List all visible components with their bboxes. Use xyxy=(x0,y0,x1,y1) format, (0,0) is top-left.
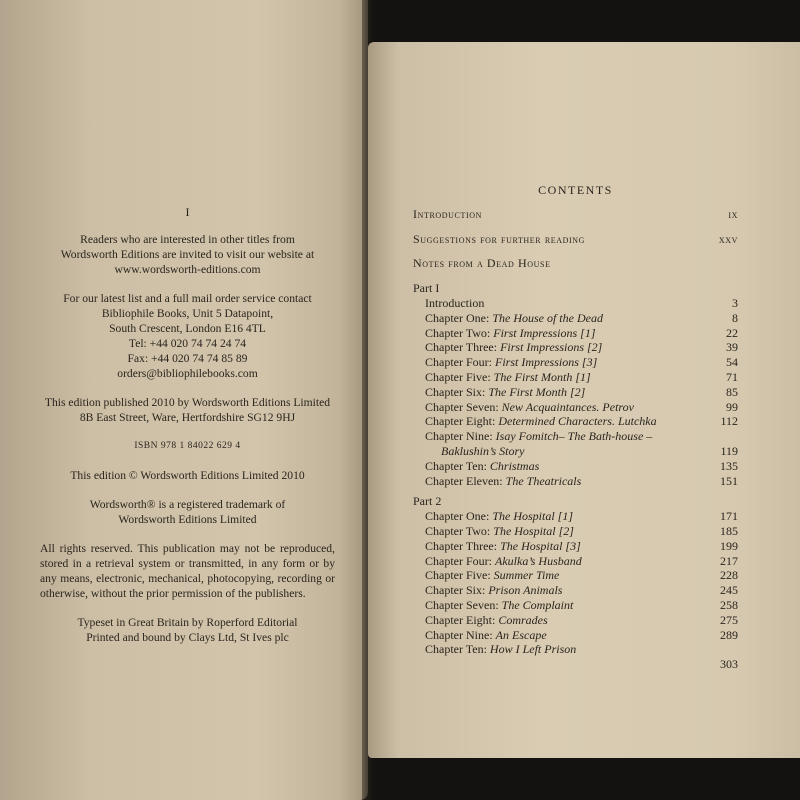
copyright-notice xyxy=(40,468,335,483)
publication-line: 8B East Street, Ware, Hertfordshire SG12 9HJ xyxy=(79,411,296,424)
chapter-title: First Impressions [1] xyxy=(493,325,596,340)
chapter-number: Chapter Four: xyxy=(425,553,495,568)
toc-page-number: 22 xyxy=(726,325,738,340)
book-title: Notes from a Dead House xyxy=(413,256,551,271)
chapter-title: Determined Characters. Lutchka xyxy=(498,414,657,429)
toc-page-number: 185 xyxy=(720,523,738,538)
chapter-title-continued: Baklushin’s Story xyxy=(441,443,525,458)
chapter-title: Comrades xyxy=(498,612,548,627)
toc-page-number: 71 xyxy=(726,369,738,384)
chapter-title: New Acquaintances. Petrov xyxy=(501,399,634,414)
chapter-number: Chapter Six: xyxy=(425,583,489,598)
chapter-title: The First Month [2] xyxy=(488,384,586,399)
fax: Fax: +44 020 74 74 85 89 xyxy=(127,352,248,365)
chapter-number: Chapter Ten: xyxy=(425,642,490,657)
toc-further-reading[interactable] xyxy=(413,232,738,247)
toc-chapter-entry[interactable] xyxy=(413,539,738,554)
toc-page-number: 3 xyxy=(732,295,738,310)
toc-chapter-text xyxy=(425,326,596,341)
toc-chapter-entry[interactable] xyxy=(413,509,738,524)
typeset-line: Typeset in Great Britain by Roperford Editorial xyxy=(77,616,298,629)
table-of-contents xyxy=(413,183,738,672)
toc-chapter-text xyxy=(425,311,603,326)
toc-chapter-text xyxy=(425,400,634,415)
chapter-number: Chapter Four: xyxy=(425,355,495,370)
toc-chapter-text xyxy=(425,568,559,583)
isbn: ISBN 978 1 84022 629 4 xyxy=(134,441,241,451)
toc-page-number: ix xyxy=(728,206,738,221)
chapter-title: The Hospital [2] xyxy=(493,523,574,538)
toc-chapter-text xyxy=(425,414,657,429)
email: orders@bibliophilebooks.com xyxy=(117,367,258,380)
toc-page-number: 151 xyxy=(720,473,738,488)
toc-chapter-entry[interactable] xyxy=(413,613,738,628)
chapter-title: First Impressions [2] xyxy=(500,340,603,355)
chapter-number: Chapter Five: xyxy=(425,369,494,384)
toc-chapter-entry[interactable] xyxy=(413,414,738,429)
chapter-title: Summer Time xyxy=(493,568,560,583)
toc-chapter-entry[interactable] xyxy=(413,400,738,415)
toc-page-number: xxv xyxy=(718,231,738,246)
readers-note-line: Wordsworth Editions are invited to visit our website at xyxy=(60,248,315,261)
toc-chapter-entry[interactable] xyxy=(413,628,738,643)
chapter-title: The Theatricals xyxy=(505,473,582,488)
part-heading: Part I xyxy=(413,281,440,296)
chapter-title: How I Left Prison xyxy=(489,642,577,657)
mail-order-line: Bibliophile Books, Unit 5 Datapoint, xyxy=(101,307,274,320)
chapter-number: Introduction xyxy=(425,295,485,310)
chapter-number: Chapter Three: xyxy=(425,538,501,553)
toc-page-number: 303 xyxy=(720,657,738,672)
toc-chapter-text xyxy=(425,509,573,524)
readers-note xyxy=(40,232,335,277)
chapter-number: Chapter Ten: xyxy=(425,458,490,473)
toc-trailing-page xyxy=(413,657,738,672)
toc-chapter-text xyxy=(425,598,573,613)
chapter-number: Chapter Two: xyxy=(425,523,494,538)
toc-chapter-text xyxy=(425,628,547,643)
printer-info xyxy=(40,615,335,645)
toc-chapter-entry[interactable] xyxy=(413,474,738,489)
toc-chapter-text xyxy=(425,583,562,598)
toc-chapter-entry[interactable] xyxy=(413,642,738,657)
toc-chapter-text xyxy=(425,524,574,539)
toc-page-number: 217 xyxy=(720,553,738,568)
toc-chapter-text xyxy=(425,459,539,474)
chapter-number: Chapter Three: xyxy=(425,340,501,355)
publication-info xyxy=(40,395,335,425)
toc-chapter-continuation[interactable] xyxy=(413,444,738,459)
toc-introduction[interactable] xyxy=(413,207,738,222)
toc-page-number: 171 xyxy=(720,509,738,524)
toc-chapter-entry[interactable] xyxy=(413,296,738,311)
toc-chapter-text xyxy=(425,340,602,355)
website-link: www.wordsworth-editions.com xyxy=(114,263,261,276)
toc-page-number: 99 xyxy=(726,399,738,414)
toc-chapter-entry[interactable] xyxy=(413,429,738,444)
toc-chapter-text xyxy=(425,613,548,628)
toc-page-number: 39 xyxy=(726,340,738,355)
chapter-title: The Complaint xyxy=(501,597,574,612)
chapter-title: Akulka’s Husband xyxy=(495,553,582,568)
toc-chapter-text xyxy=(425,554,582,569)
chapter-number: Chapter Nine: xyxy=(425,429,496,444)
chapter-number: Chapter Six: xyxy=(425,384,489,399)
toc-chapter-entry[interactable] xyxy=(413,554,738,569)
toc-parts xyxy=(413,281,738,672)
chapter-number: Chapter Eight: xyxy=(425,612,499,627)
toc-chapter-entry[interactable] xyxy=(413,568,738,583)
telephone: Tel: +44 020 74 74 24 74 xyxy=(128,337,247,350)
toc-page-number: 289 xyxy=(720,627,738,642)
toc-page-number: 199 xyxy=(720,538,738,553)
toc-chapter-text xyxy=(425,474,581,489)
toc-chapter-entry[interactable] xyxy=(413,340,738,355)
chapter-number: Chapter Seven: xyxy=(425,597,502,612)
toc-page-number: 275 xyxy=(720,612,738,627)
toc-page-number: 8 xyxy=(732,310,738,325)
toc-entry-title: Suggestions for further reading xyxy=(413,231,586,246)
toc-chapter-text xyxy=(425,355,597,370)
toc-chapter-text xyxy=(425,385,585,400)
toc-chapter-text xyxy=(425,429,652,444)
chapter-number: Chapter Nine: xyxy=(425,627,496,642)
chapter-title: The Hospital [1] xyxy=(492,509,573,524)
chapter-title: Christmas xyxy=(489,458,540,473)
chapter-number: Chapter Eight: xyxy=(425,414,499,429)
toc-chapter-text xyxy=(425,370,591,385)
chapter-number: Chapter Eleven: xyxy=(425,473,506,488)
toc-chapter-text xyxy=(425,539,581,554)
toc-chapter-text xyxy=(425,296,484,311)
trademark-line: Wordsworth® is a registered trademark of xyxy=(89,498,286,511)
toc-page-number: 135 xyxy=(720,458,738,473)
toc-chapter-entry[interactable] xyxy=(413,598,738,613)
toc-page-number: 54 xyxy=(726,355,738,370)
rights-statement: All rights reserved. This publication may not be reproduced, stored in a retrieval system or transmitted, in any form or by any means, electronic, mechanical, photocopying, recording or otherwise, without the prior permission of the publishers. xyxy=(40,542,335,600)
toc-page-number: 112 xyxy=(720,414,738,429)
copyright-page xyxy=(40,205,335,659)
toc-chapter-entry[interactable] xyxy=(413,326,738,341)
chapter-title: First Impressions [3] xyxy=(495,355,598,370)
mail-order-info xyxy=(40,291,335,381)
page-number: I xyxy=(185,205,190,219)
chapter-number: Chapter Seven: xyxy=(425,399,502,414)
toc-chapter-entry[interactable] xyxy=(413,370,738,385)
printer-line: Printed and bound by Clays Ltd, St Ives plc xyxy=(86,631,289,644)
toc-page-number: 85 xyxy=(726,384,738,399)
publication-line: This edition published 2010 by Wordsworth Editions Limited xyxy=(44,396,331,409)
trademark-line: Wordsworth Editions Limited xyxy=(118,513,257,526)
toc-page-number: 119 xyxy=(720,443,738,458)
part-heading: Part 2 xyxy=(413,494,442,509)
chapter-number: Chapter One: xyxy=(425,509,493,524)
copyright-line: This edition © Wordsworth Editions Limited 2010 xyxy=(70,469,305,482)
toc-chapter-entry[interactable] xyxy=(413,459,738,474)
chapter-title: The First Month [1] xyxy=(493,369,591,384)
chapter-title: The Hospital [3] xyxy=(500,538,581,553)
readers-note-line: Readers who are interested in other titles from xyxy=(80,233,295,246)
chapter-number: Chapter One: xyxy=(425,310,493,325)
chapter-number: Chapter Five: xyxy=(425,568,494,583)
toc-chapter-entry[interactable] xyxy=(413,583,738,598)
toc-chapter-entry[interactable] xyxy=(413,524,738,539)
toc-chapter-text xyxy=(425,642,576,657)
trademark-notice xyxy=(40,497,335,527)
toc-page-number: 245 xyxy=(720,583,738,598)
mail-order-line: For our latest list and a full mail order service contact xyxy=(63,292,312,305)
mail-order-line: South Crescent, London E16 4TL xyxy=(109,322,266,335)
toc-entry-title: Introduction xyxy=(413,206,482,221)
toc-chapter-entry[interactable] xyxy=(413,311,738,326)
toc-page-number: 258 xyxy=(720,597,738,612)
toc-chapter-entry[interactable] xyxy=(413,355,738,370)
toc-page-number: 228 xyxy=(720,568,738,583)
chapter-title: The House of the Dead xyxy=(492,310,603,325)
chapter-number: Chapter Two: xyxy=(425,325,494,340)
toc-chapter-entry[interactable] xyxy=(413,385,738,400)
chapter-title: Prison Animals xyxy=(488,583,563,598)
chapter-title: Isay Fomitch– The Bath-house – xyxy=(495,429,653,444)
chapter-title: An Escape xyxy=(495,627,547,642)
contents-heading: CONTENTS xyxy=(538,183,613,197)
